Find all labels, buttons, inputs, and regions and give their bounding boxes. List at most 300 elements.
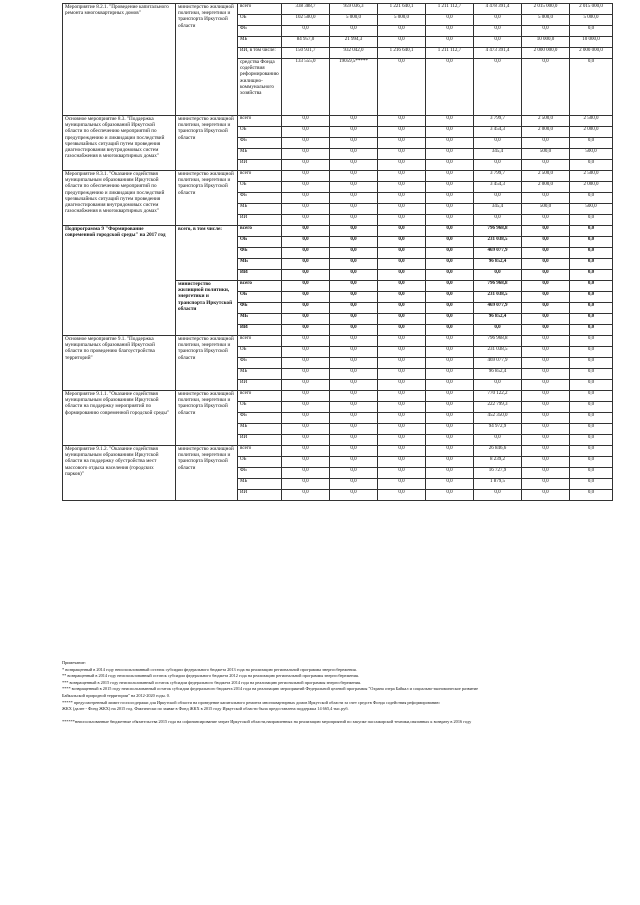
value-cell: 3 454,3: [474, 182, 522, 193]
value-cell: 10 000,0: [522, 37, 570, 48]
value-cell: 0,0: [330, 138, 378, 149]
value-cell: 0,0: [330, 435, 378, 446]
source-cell: всего: [238, 446, 282, 457]
value-cell: 222 799,3: [474, 402, 522, 413]
value-cell: 2 500,0: [570, 116, 613, 127]
footnote-line: Примечание:: [62, 660, 86, 665]
value-cell: 0,0: [426, 281, 474, 292]
value-cell: 0,0: [378, 358, 426, 369]
value-cell: 0,0: [330, 237, 378, 248]
value-cell: 0,0: [570, 259, 613, 270]
table-row: [63, 171, 613, 182]
source-cell: ФБ: [238, 138, 282, 149]
value-cell: 0,0: [426, 193, 474, 204]
value-cell: 0,0: [330, 171, 378, 182]
value-cell: 0,0: [426, 59, 474, 116]
value-cell: 0,0: [522, 59, 570, 116]
value-cell: 0,0: [330, 314, 378, 325]
value-cell: 0,0: [282, 336, 330, 347]
value-cell: 0,0: [282, 402, 330, 413]
value-cell: 0,0: [378, 347, 426, 358]
table-row: [63, 226, 613, 237]
value-cell: 0,0: [378, 138, 426, 149]
value-cell: 0,0: [378, 391, 426, 402]
value-cell: 2 000,0: [522, 127, 570, 138]
value-cell: 0,0: [570, 446, 613, 457]
label-cell: Мероприятие 9.1.2. "Оказание содействия муниципальным образованиям Иркутской области на поддержку обустройства мест массового отдыха населения (городских парков)": [63, 446, 176, 501]
value-cell: 0,0: [330, 347, 378, 358]
value-cell: 469 077,9: [474, 248, 522, 259]
value-cell: 0,0: [522, 292, 570, 303]
source-cell: всего: [238, 281, 282, 292]
source-cell: ФБ: [238, 468, 282, 479]
value-cell: 5 000,0: [330, 15, 378, 26]
value-cell: 0,0: [330, 468, 378, 479]
source-cell: ИИ: [238, 215, 282, 226]
value-cell: 0,0: [426, 325, 474, 336]
value-cell: 0,0: [282, 413, 330, 424]
value-cell: 0,0: [570, 435, 613, 446]
value-cell: 0,0: [570, 193, 613, 204]
label-cell: Основное мероприятие 9.1. "Поддержка муниципальных образований Иркутской области по проведению благоустройства территорий": [63, 336, 176, 391]
value-cell: 0,0: [282, 457, 330, 468]
value-cell: 0,0: [378, 204, 426, 215]
value-cell: 0,0: [282, 281, 330, 292]
source-cell: ОБ: [238, 15, 282, 26]
source-cell: МБ: [238, 479, 282, 490]
value-cell: 1 221 640,1: [378, 4, 426, 15]
value-cell: 96 852,4: [474, 369, 522, 380]
value-cell: 10 000,0: [570, 37, 613, 48]
value-cell: 5 000,0: [378, 15, 426, 26]
value-cell: 0,0: [426, 424, 474, 435]
source-cell: ОБ: [238, 347, 282, 358]
value-cell: 0,0: [282, 292, 330, 303]
value-cell: 0,0: [378, 248, 426, 259]
value-cell: 0,0: [426, 479, 474, 490]
source-cell: ОБ: [238, 127, 282, 138]
source-cell: ИИ: [238, 380, 282, 391]
value-cell: 2 000,0: [570, 127, 613, 138]
value-cell: 0,0: [570, 160, 613, 171]
source-cell: ИИ: [238, 270, 282, 281]
value-cell: 2 015 000,0: [570, 4, 613, 15]
value-cell: 0,0: [426, 380, 474, 391]
value-cell: 0,0: [378, 402, 426, 413]
source-cell: всего: [238, 171, 282, 182]
value-cell: 0,0: [378, 369, 426, 380]
value-cell: 0,0: [330, 325, 378, 336]
value-cell: 0,0: [570, 138, 613, 149]
value-cell: 231 038,5: [474, 347, 522, 358]
value-cell: 0,0: [282, 138, 330, 149]
value-cell: 0,0: [378, 149, 426, 160]
value-cell: 0,0: [522, 369, 570, 380]
value-cell: 0,0: [330, 457, 378, 468]
value-cell: 0,0: [570, 490, 613, 501]
value-cell: 0,0: [522, 281, 570, 292]
value-cell: 0,0: [378, 457, 426, 468]
value-cell: 0,0: [282, 160, 330, 171]
value-cell: 0,0: [282, 468, 330, 479]
value-cell: 796 968,8: [474, 226, 522, 237]
value-cell: 0,0: [282, 479, 330, 490]
value-cell: 4 478 391,4: [474, 4, 522, 15]
value-cell: 0,0: [378, 259, 426, 270]
source-cell: ИИ: [238, 490, 282, 501]
value-cell: 0,0: [282, 424, 330, 435]
value-cell: 0,0: [330, 160, 378, 171]
footnote-line: * возвращенный в 2014 году неиспользованный остаток субсидии федерального бюджета 2013 года на реализацию региональной программы энергосбережения.: [62, 666, 357, 672]
value-cell: 0,0: [570, 358, 613, 369]
value-cell: 0,0: [570, 215, 613, 226]
source-cell: всего: [238, 116, 282, 127]
value-cell: 0,0: [522, 26, 570, 37]
value-cell: 0,0: [378, 325, 426, 336]
value-cell: 0,0: [426, 391, 474, 402]
value-cell: 0,0: [378, 237, 426, 248]
value-cell: 0,0: [330, 380, 378, 391]
value-cell: 0,0: [570, 303, 613, 314]
table-row: [63, 391, 613, 402]
source-cell: ОБ: [238, 292, 282, 303]
label-cell: министерство жилищной политики, энергетики и транспорта Иркутской области: [176, 281, 238, 336]
value-cell: 0,0: [474, 15, 522, 26]
value-cell: 0,0: [426, 215, 474, 226]
value-cell: 0,0: [330, 270, 378, 281]
value-cell: 0,0: [570, 26, 613, 37]
value-cell: 0,0: [282, 490, 330, 501]
label-cell: министерство жилищной политики, энергетики и транспорта Иркутской области: [176, 446, 238, 501]
value-cell: 0,0: [426, 303, 474, 314]
value-cell: 0,0: [426, 446, 474, 457]
value-cell: 0,0: [282, 248, 330, 259]
value-cell: 0,0: [330, 226, 378, 237]
value-cell: 0,0: [378, 490, 426, 501]
value-cell: 0,0: [282, 391, 330, 402]
value-cell: 5 000,0: [522, 15, 570, 26]
value-cell: 0,0: [570, 336, 613, 347]
footnote-line: **** возвращенный в 2015 году неиспользованный остаток субсидии федерального бюджета 2014 года на реализацию мероприятий Федеральной целевой программы "Охрана озера Байкал и социально-экономическое развитие: [62, 686, 479, 692]
value-cell: 0,0: [330, 413, 378, 424]
label-cell: министерство жилищной политики, энергетики и транспорта Иркутской области: [176, 391, 238, 446]
value-cell: 0,0: [570, 468, 613, 479]
value-cell: 0,0: [426, 26, 474, 37]
value-cell: 0,0: [378, 435, 426, 446]
value-cell: 231 038,5: [474, 237, 522, 248]
value-cell: 0,0: [522, 446, 570, 457]
value-cell: 3 799,7: [474, 171, 522, 182]
value-cell: 0,0: [474, 380, 522, 391]
value-cell: 0,0: [522, 138, 570, 149]
value-cell: 0,0: [282, 259, 330, 270]
value-cell: 500,0: [522, 204, 570, 215]
value-cell: 0,0: [330, 292, 378, 303]
value-cell: 3 454,3: [474, 127, 522, 138]
value-cell: 1 216 640,1: [378, 48, 426, 59]
value-cell: 0,0: [474, 325, 522, 336]
value-cell: 0,0: [330, 490, 378, 501]
value-cell: 469 077,9: [474, 358, 522, 369]
value-cell: 0,0: [330, 358, 378, 369]
value-cell: 2 000 000,0: [522, 48, 570, 59]
value-cell: 1 879,5: [474, 479, 522, 490]
source-cell: ФБ: [238, 248, 282, 259]
value-cell: 0,0: [522, 270, 570, 281]
value-cell: 0,0: [426, 336, 474, 347]
value-cell: 0,0: [570, 424, 613, 435]
label-cell: всего, в том числе:: [176, 226, 238, 281]
value-cell: 0,0: [570, 292, 613, 303]
value-cell: 0,0: [570, 369, 613, 380]
value-cell: 0,0: [378, 314, 426, 325]
value-cell: 0,0: [570, 59, 613, 116]
value-cell: 0,0: [426, 369, 474, 380]
value-cell: 0,0: [522, 380, 570, 391]
source-cell: ИИ: [238, 160, 282, 171]
value-cell: 0,0: [570, 347, 613, 358]
value-cell: 0,0: [426, 468, 474, 479]
value-cell: 0,0: [282, 193, 330, 204]
value-cell: 0,0: [378, 59, 426, 116]
value-cell: 1 211 112,7: [426, 4, 474, 15]
value-cell: 0,0: [282, 358, 330, 369]
value-cell: 4 473 391,4: [474, 48, 522, 59]
value-cell: 796 968,8: [474, 336, 522, 347]
source-cell: всего: [238, 336, 282, 347]
value-cell: 0,0: [522, 413, 570, 424]
value-cell: 0,0: [426, 182, 474, 193]
value-cell: 2 000 000,0: [570, 48, 613, 59]
value-cell: 345,4: [474, 149, 522, 160]
value-cell: 0,0: [426, 402, 474, 413]
value-cell: 0,0: [522, 468, 570, 479]
value-cell: 0,0: [522, 347, 570, 358]
value-cell: 0,0: [522, 303, 570, 314]
value-cell: 0,0: [330, 479, 378, 490]
value-cell: 8 239,2: [474, 457, 522, 468]
source-cell: ИИ: [238, 325, 282, 336]
footnote-line: ***** предусмотренный лимит госпоосдержки для Иркутской области на проведение капитального ремонта многоквартирных домов Иркутской области за счет средств Фонда содействия реформированию: [62, 699, 440, 705]
value-cell: 0,0: [570, 226, 613, 237]
value-cell: 0,0: [474, 59, 522, 116]
table-body: [63, 4, 613, 501]
value-cell: 0,0: [522, 226, 570, 237]
value-cell: 2 000,0: [522, 182, 570, 193]
footnote-line: ЖКХ (далее - Фонд ЖКХ) на 2015 год. Фактически по заявке в Фонд ЖКХ в 2015 году Иркутской области была предоставлена поддержка 14 665,4 тыс.руб.: [62, 706, 349, 712]
value-cell: 3 799,7: [474, 116, 522, 127]
source-cell: МБ: [238, 424, 282, 435]
value-cell: 0,0: [330, 391, 378, 402]
label-cell: министерство жилищной политики, энергетики и транспорта Иркутской области: [176, 171, 238, 226]
value-cell: 452 350,0: [474, 413, 522, 424]
label-cell: министерство жилищной политики, энергетики и транспорта Иркутской области: [176, 336, 238, 391]
value-cell: 0,0: [474, 270, 522, 281]
value-cell: 133 555,0: [282, 59, 330, 116]
value-cell: 0,0: [474, 37, 522, 48]
footnote-line: Байкальской природной территории" на 2012-2020 годы. 0.: [62, 692, 170, 698]
value-cell: 0,0: [378, 446, 426, 457]
value-cell: 0,0: [330, 402, 378, 413]
value-cell: 0,0: [378, 37, 426, 48]
source-cell: МБ: [238, 204, 282, 215]
value-cell: 0,0: [426, 435, 474, 446]
value-cell: 0,0: [522, 314, 570, 325]
value-cell: 5 000,0: [570, 15, 613, 26]
label-cell: министерство жилищной политики, энергетики и транспорта Иркутской области: [176, 4, 238, 116]
source-cell: ФБ: [238, 26, 282, 37]
value-cell: 0,0: [522, 402, 570, 413]
value-cell: 500,0: [570, 204, 613, 215]
value-cell: 0,0: [282, 270, 330, 281]
value-cell: 0,0: [378, 226, 426, 237]
value-cell: 0,0: [378, 468, 426, 479]
value-cell: 0,0: [426, 259, 474, 270]
source-cell: ИИ: [238, 435, 282, 446]
table-row: [63, 116, 613, 127]
value-cell: 0,0: [330, 259, 378, 270]
value-cell: 0,0: [282, 237, 330, 248]
value-cell: 0,0: [378, 116, 426, 127]
value-cell: 796 968,8: [474, 281, 522, 292]
source-cell: ОБ: [238, 182, 282, 193]
value-cell: 0,0: [474, 215, 522, 226]
value-cell: 0,0: [474, 160, 522, 171]
value-cell: 0,0: [378, 303, 426, 314]
value-cell: 0,0: [570, 402, 613, 413]
value-cell: 0,0: [474, 138, 522, 149]
value-cell: 21 994,3: [330, 37, 378, 48]
label-cell: Подпрограмма 9 "Формирование современной городской среды" на 2017 год: [63, 226, 176, 336]
value-cell: 0,0: [522, 490, 570, 501]
value-cell: 0,0: [570, 479, 613, 490]
value-cell: 0,0: [282, 314, 330, 325]
value-cell: 469 077,9: [474, 303, 522, 314]
value-cell: 0,0: [474, 435, 522, 446]
value-cell: 770 122,2: [474, 391, 522, 402]
value-cell: 0,0: [282, 347, 330, 358]
value-cell: 0,0: [330, 446, 378, 457]
source-cell: МБ: [238, 369, 282, 380]
source-cell: ОБ: [238, 237, 282, 248]
value-cell: 94 972,9: [474, 424, 522, 435]
value-cell: 0,0: [330, 336, 378, 347]
value-cell: 0,0: [282, 26, 330, 37]
value-cell: 1 211 112,7: [426, 48, 474, 59]
value-cell: 0,0: [282, 171, 330, 182]
label-cell: Мероприятие 9.1.1. "Оказание содействия муниципальным образованиям Иркутской области на поддержку мероприятий по формированию современной городской среды": [63, 391, 176, 446]
value-cell: 0,0: [330, 303, 378, 314]
value-cell: 0,0: [282, 116, 330, 127]
footnotes: [62, 660, 612, 725]
value-cell: 0,0: [330, 127, 378, 138]
value-cell: 0,0: [282, 325, 330, 336]
value-cell: 0,0: [522, 237, 570, 248]
source-cell: МБ: [238, 314, 282, 325]
table-row: [63, 336, 613, 347]
value-cell: 0,0: [282, 303, 330, 314]
source-cell: всего: [238, 226, 282, 237]
value-cell: 0,0: [426, 149, 474, 160]
value-cell: 0,0: [282, 369, 330, 380]
value-cell: 0,0: [522, 248, 570, 259]
value-cell: 0,0: [330, 248, 378, 259]
value-cell: 0,0: [426, 116, 474, 127]
value-cell: 0,0: [378, 160, 426, 171]
value-cell: 0,0: [426, 457, 474, 468]
value-cell: 0,0: [522, 160, 570, 171]
value-cell: 16 727,9: [474, 468, 522, 479]
source-cell: всего: [238, 4, 282, 15]
value-cell: 0,0: [522, 193, 570, 204]
label-cell: Мероприятие 8.2.1. "Проведение капитального ремонта многоквартирных домов": [63, 4, 176, 116]
value-cell: 0,0: [570, 325, 613, 336]
value-cell: 102 500,0: [282, 15, 330, 26]
value-cell: 0,0: [378, 281, 426, 292]
value-cell: 500,0: [522, 149, 570, 160]
value-cell: 0,0: [426, 292, 474, 303]
value-cell: 0,0: [378, 336, 426, 347]
value-cell: 2 500,0: [522, 116, 570, 127]
value-cell: 0,0: [522, 424, 570, 435]
value-cell: 0,0: [426, 15, 474, 26]
value-cell: 0,0: [522, 391, 570, 402]
value-cell: 0,0: [522, 325, 570, 336]
value-cell: 0,0: [426, 127, 474, 138]
value-cell: 0,0: [282, 182, 330, 193]
value-cell: 0,0: [378, 292, 426, 303]
value-cell: 0,0: [474, 26, 522, 37]
value-cell: 2 015 000,0: [522, 4, 570, 15]
footnote-line: *** возвращенный в 2015 году неиспользованный остаток субсидии федерального бюджета 2014 года на реализацию региональной программы энергосбережения.: [62, 679, 362, 685]
value-cell: 2 000,0: [570, 182, 613, 193]
value-cell: 0,0: [570, 413, 613, 424]
value-cell: 0,0: [426, 248, 474, 259]
value-cell: 0,0: [378, 182, 426, 193]
value-cell: 0,0: [426, 347, 474, 358]
value-cell: 0,0: [282, 204, 330, 215]
value-cell: 26 846,6: [474, 446, 522, 457]
value-cell: 0,0: [282, 380, 330, 391]
value-cell: 0,0: [330, 26, 378, 37]
value-cell: 0,0: [570, 281, 613, 292]
value-cell: 0,0: [426, 204, 474, 215]
value-cell: 0,0: [426, 171, 474, 182]
value-cell: 0,0: [282, 149, 330, 160]
value-cell: 0,0: [378, 424, 426, 435]
value-cell: 0,0: [378, 127, 426, 138]
value-cell: 0,0: [330, 182, 378, 193]
label-cell: министерство жилищной политики, энергетики и транспорта Иркутской области: [176, 116, 238, 171]
value-cell: 0,0: [282, 435, 330, 446]
value-cell: 0,0: [522, 259, 570, 270]
value-cell: 0,0: [378, 413, 426, 424]
value-cell: 0,0: [426, 413, 474, 424]
source-cell: МБ: [238, 37, 282, 48]
value-cell: 84 957,0: [282, 37, 330, 48]
value-cell: 0,0: [426, 490, 474, 501]
value-cell: 0,0: [330, 281, 378, 292]
source-cell: ФБ: [238, 358, 282, 369]
value-cell: 0,0: [282, 446, 330, 457]
value-cell: 345,4: [474, 204, 522, 215]
value-cell: 0,0: [522, 215, 570, 226]
value-cell: 0,0: [522, 435, 570, 446]
source-cell: ФБ: [238, 413, 282, 424]
value-cell: 0,0: [282, 215, 330, 226]
table-row: [63, 446, 613, 457]
value-cell: 0,0: [570, 391, 613, 402]
